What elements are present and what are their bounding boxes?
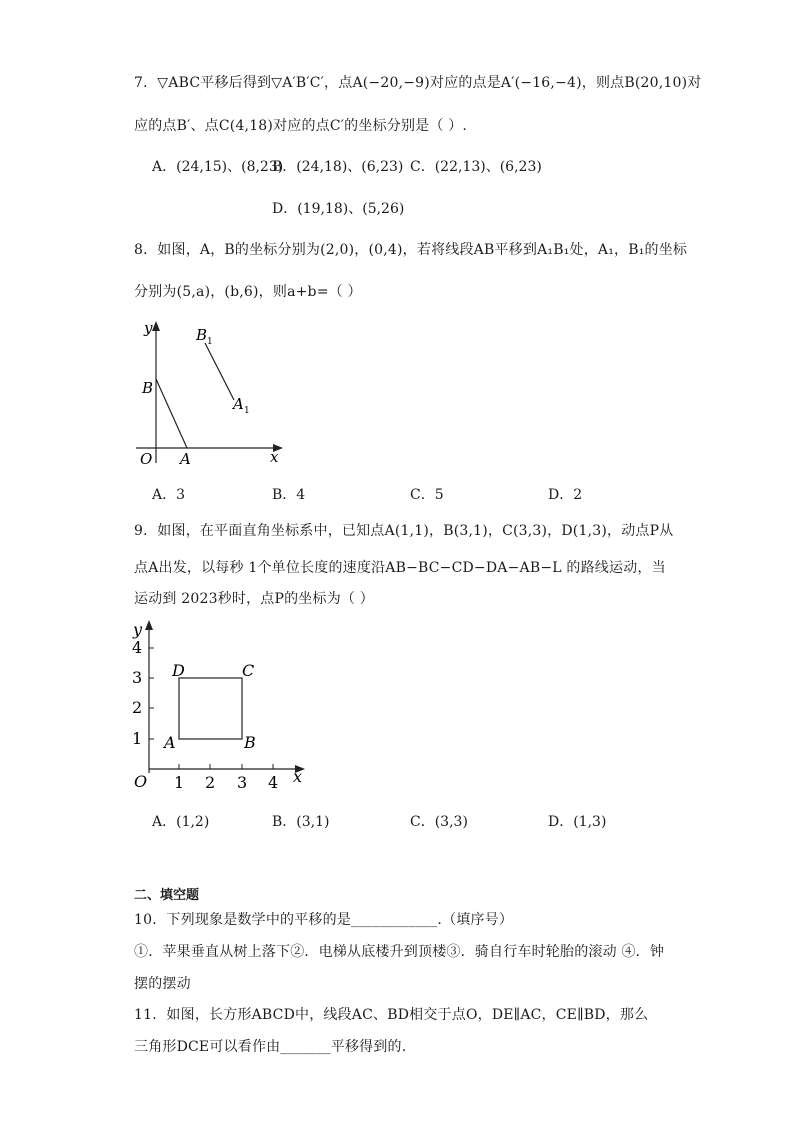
q8-label-y: y [144,319,153,337]
q9-ytick-1: 1 [132,729,143,748]
q8-label-b: B [142,379,154,397]
q9-stem-line1: 9．如图，在平面直角坐标系中，已知点A(1,1)，B(3,1)，C(3,3)，D(1,3)，动点P从 [134,523,674,539]
q8-stem-line2: 分别为(5,a)，(b,6)，则a+b=（ ） [134,284,362,300]
q7-stem-line1: 7．▽ABC平移后得到▽A′B′C′，点A(−20,−9)对应的点是A′(−16,−4)，则点B(20,10)对 [134,75,702,91]
q8-stem-line1: 8．如图，A，B的坐标分别为(2,0)，(0,4)，若将线段AB平移到A₁B₁处，A₁，B₁的坐标 [134,242,688,258]
q8-option-b: B．4 [272,487,306,503]
q8-figure [130,315,300,470]
q9-label-c: C [242,661,255,680]
q9-option-c: C．(3,3) [410,814,468,830]
q9-xtick-3: 3 [237,773,248,792]
q9-option-d: D．(1,3) [548,814,607,830]
q9-label-o: O [134,772,148,791]
q7-option-a: A．(24,15)、(8,23) [152,159,284,175]
q9-stem-line3: 运动到 2023秒时，点P的坐标为（ ） [134,591,374,607]
q9-option-b: B．(3,1) [272,814,330,830]
q9-ytick-4: 4 [132,638,143,657]
q9-xtick-2: 2 [205,773,216,792]
q8-label-a: A [180,450,191,468]
q7-option-d: D．(19,18)、(5,26) [272,201,405,217]
q10-stem-line1: 10．下列现象是数学中的平移的是____________.（填序号） [134,912,514,928]
q9-label-a: A [164,733,176,752]
q9-ytick-3: 3 [132,668,143,687]
q8-segment-a1b1 [205,343,234,400]
q7-option-c: C．(22,13)、(6,23) [410,159,542,175]
q9-label-y: y [133,620,143,639]
q9-label-b: B [244,733,256,752]
q9-figure [128,615,313,795]
q9-ytick-2: 2 [132,698,143,717]
q9-y-arrow-icon [145,620,153,630]
q8-label-o: O [140,450,153,468]
q9-label-d: D [172,661,185,680]
q9-xtick-1: 1 [174,773,185,792]
q10-stem-line2: ①．苹果垂直从树上落下②．电梯从底楼升到顶楼③．骑自行车时轮胎的滚动 ④．钟 [134,944,665,960]
q9-option-a: A．(1,2) [152,814,210,830]
q9-label-x: x [293,767,303,786]
q8-label-x: x [270,448,279,466]
q8-option-d: D．2 [548,487,583,503]
q9-square-abcd [179,678,242,739]
q11-stem-line1: 11．如图，长方形ABCD中，线段AC、BD相交于点O，DE∥AC，CE∥BD，那么 [134,1007,649,1023]
q8-label-a1: A [233,395,244,413]
q8-label-b1: B [196,326,208,344]
q9-xtick-4: 4 [268,773,279,792]
q8-label-a1-sub: 1 [244,406,250,416]
q8-label-b1-sub: 1 [207,337,213,347]
q7-stem-line2: 应的点B′、点C(4,18)对应的点C′的坐标分别是（ ）. [134,118,468,134]
q8-option-c: C．5 [410,487,444,503]
q7-option-b: B．(24,18)、(6,23) [272,159,404,175]
q8-segment-ab [156,379,187,448]
q10-stem-line3: 摆的摆动 [134,976,191,992]
q8-y-arrow-icon [152,321,160,331]
q9-stem-line2: 点A出发，以每秒 1个单位长度的速度沿AB−BC−CD−DA−AB−L 的路线运动，当 [134,560,666,576]
section-title-fill-in: 二、填空题 [134,888,200,903]
q8-option-a: A．3 [152,487,186,503]
q11-stem-line2: 三角形DCE可以看作由_______平移得到的. [134,1039,407,1055]
